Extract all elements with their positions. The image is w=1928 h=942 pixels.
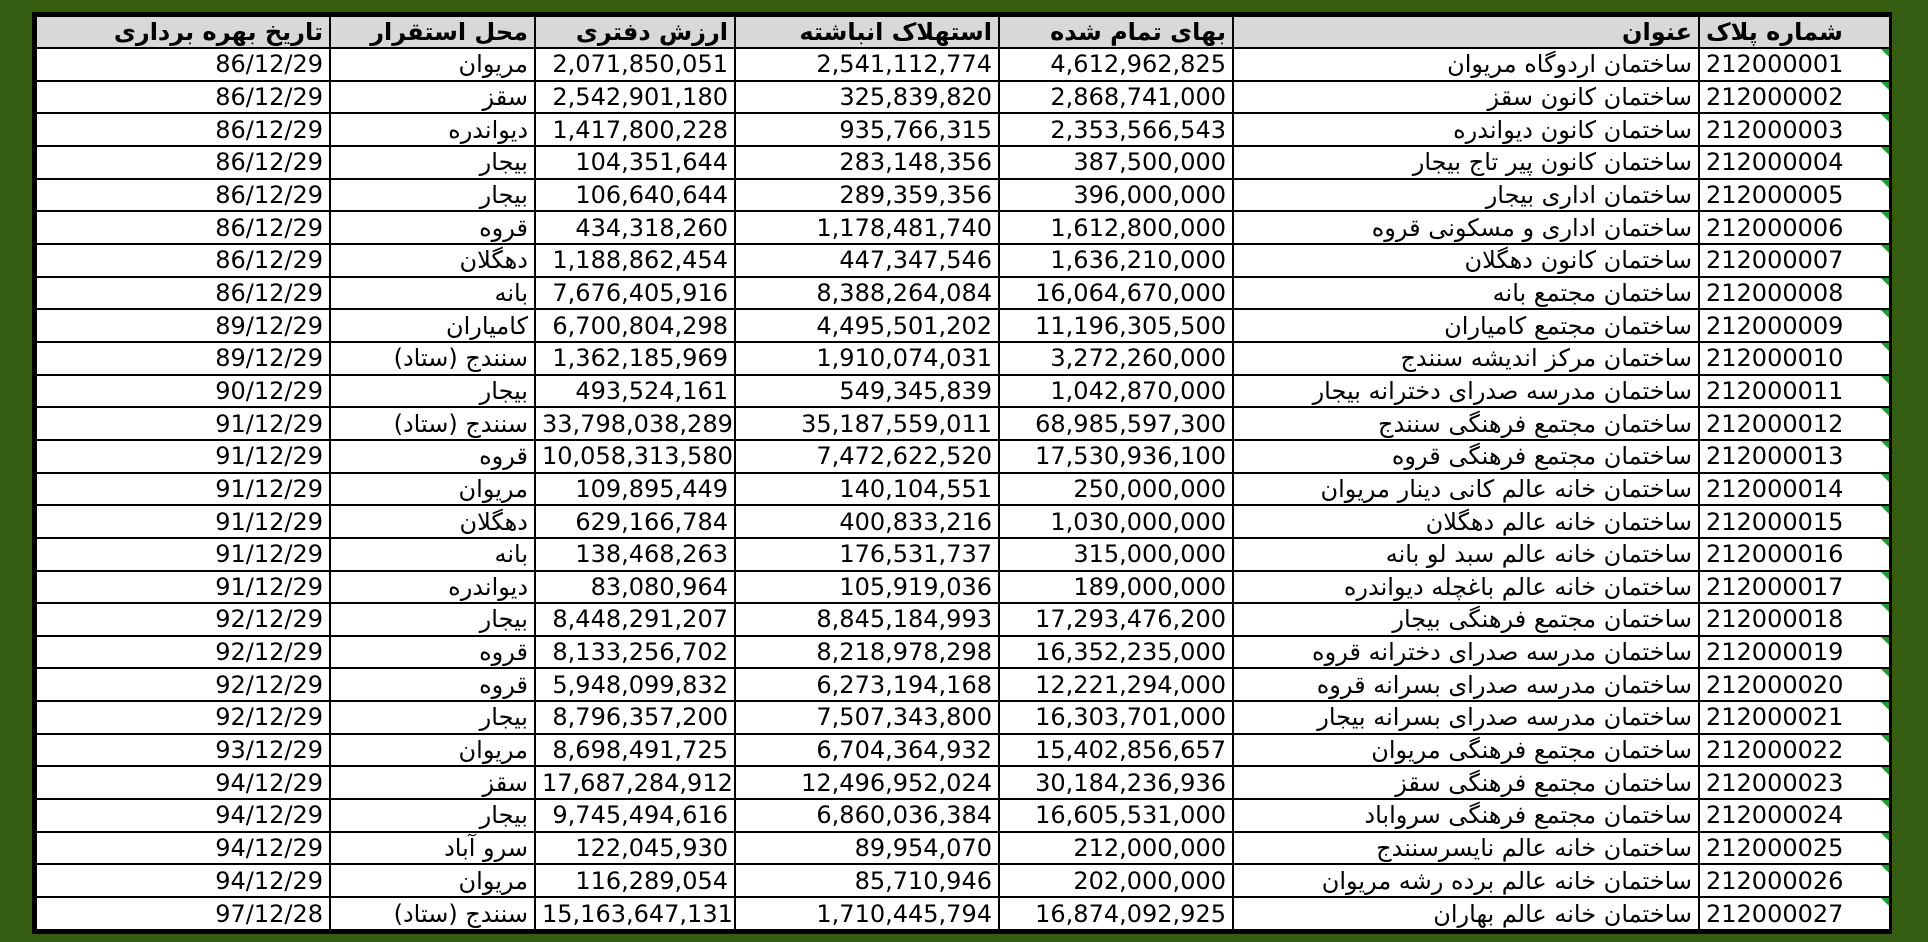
cell-date[interactable]: 89/12/29 <box>36 342 330 375</box>
cell-title[interactable]: ساختمان اداری و مسکونی قروه <box>1233 211 1699 244</box>
cell-book-value[interactable]: 7,676,405,916 <box>535 277 735 310</box>
table-row <box>36 146 1890 179</box>
header-row <box>36 16 1890 48</box>
header-depreciation[interactable]: استهلاک انباشته <box>735 16 999 48</box>
cell-plate-text: 212000014 <box>1706 474 1844 503</box>
cell-date[interactable]: 90/12/29 <box>36 375 330 408</box>
cell-location[interactable]: بیجار <box>330 146 535 179</box>
cell-cost[interactable]: 396,000,000 <box>999 179 1233 212</box>
cell-plate[interactable] <box>1699 309 1890 342</box>
cell-cost[interactable]: 30,184,236,936 <box>999 766 1233 799</box>
cell-cost[interactable]: 12,221,294,000 <box>999 668 1233 701</box>
cell-cost[interactable]: 1,612,800,000 <box>999 211 1233 244</box>
cell-location[interactable]: بیجار <box>330 375 535 408</box>
cell-title[interactable]: ساختمان خانه عالم نایسرسنندج <box>1233 832 1699 865</box>
cell-plate[interactable] <box>1699 473 1890 506</box>
cell-cost[interactable]: 4,612,962,825 <box>999 48 1233 81</box>
cell-cost[interactable]: 2,868,741,000 <box>999 81 1233 114</box>
cell-book-value[interactable]: 8,796,357,200 <box>535 701 735 734</box>
cell-plate[interactable] <box>1699 734 1890 767</box>
cell-book-value[interactable]: 15,163,647,131 <box>535 897 735 930</box>
cell-title[interactable]: ساختمان مدرسه صدرای دخترانه قروه <box>1233 636 1699 669</box>
cell-note-marker-icon <box>1881 343 1889 351</box>
cell-note-marker-icon <box>1881 441 1889 449</box>
cell-book-value[interactable]: 104,351,644 <box>535 146 735 179</box>
cell-location[interactable]: دیواندره <box>330 571 535 604</box>
cell-date[interactable]: 94/12/29 <box>36 864 330 897</box>
cell-plate-text: 212000020 <box>1706 670 1844 699</box>
cell-date[interactable]: 94/12/29 <box>36 766 330 799</box>
cell-title[interactable]: ساختمان خانه عالم باغچله دیواندره <box>1233 571 1699 604</box>
cell-date[interactable]: 86/12/29 <box>36 146 330 179</box>
cell-depreciation[interactable]: 6,860,036,384 <box>735 799 999 832</box>
cell-plate-text: 212000009 <box>1706 311 1844 340</box>
cell-cost[interactable]: 202,000,000 <box>999 864 1233 897</box>
cell-book-value[interactable]: 116,289,054 <box>535 864 735 897</box>
cell-plate-text: 212000017 <box>1706 572 1844 601</box>
cell-plate-text: 212000026 <box>1706 866 1844 895</box>
cell-location[interactable]: قروه <box>330 440 535 473</box>
spreadsheet <box>32 12 1892 934</box>
cell-note-marker-icon <box>1881 604 1889 612</box>
cell-location[interactable]: سنندج (ستاد) <box>330 407 535 440</box>
cell-depreciation[interactable]: 400,833,216 <box>735 505 999 538</box>
cell-date[interactable]: 93/12/29 <box>36 734 330 767</box>
cell-date[interactable]: 86/12/29 <box>36 113 330 146</box>
cell-date[interactable]: 86/12/29 <box>36 81 330 114</box>
cell-title[interactable]: ساختمان مجتمع فرهنگی سقز <box>1233 766 1699 799</box>
cell-location[interactable]: بیجار <box>330 179 535 212</box>
header-date[interactable]: تاریخ بهره برداری <box>36 16 330 48</box>
cell-title[interactable]: ساختمان مجتمع فرهنگی مریوان <box>1233 734 1699 767</box>
table-body <box>36 48 1890 930</box>
cell-title[interactable]: ساختمان خانه عالم سبد لو بانه <box>1233 538 1699 571</box>
cell-note-marker-icon <box>1881 114 1889 122</box>
cell-note-marker-icon <box>1881 735 1889 743</box>
cell-book-value[interactable]: 109,895,449 <box>535 473 735 506</box>
cell-plate-text: 212000002 <box>1706 82 1844 111</box>
table-row <box>36 832 1890 865</box>
cell-date[interactable]: 91/12/29 <box>36 505 330 538</box>
cell-book-value[interactable]: 8,448,291,207 <box>535 603 735 636</box>
cell-book-value[interactable]: 629,166,784 <box>535 505 735 538</box>
cell-location[interactable]: سنندج (ستاد) <box>330 897 535 930</box>
cell-plate-text: 212000021 <box>1706 703 1844 732</box>
cell-plate-text: 212000016 <box>1706 540 1844 569</box>
cell-title[interactable]: ساختمان مدرسه صدرای دخترانه بیجار <box>1233 375 1699 408</box>
cell-note-marker-icon <box>1881 669 1889 677</box>
cell-cost[interactable]: 16,605,531,000 <box>999 799 1233 832</box>
cell-depreciation[interactable]: 1,710,445,794 <box>735 897 999 930</box>
cell-plate[interactable] <box>1699 146 1890 179</box>
cell-title[interactable]: ساختمان خانه عالم کانی دینار مریوان <box>1233 473 1699 506</box>
cell-plate-text: 212000027 <box>1706 899 1844 928</box>
cell-depreciation[interactable]: 140,104,551 <box>735 473 999 506</box>
cell-cost[interactable]: 16,352,235,000 <box>999 636 1233 669</box>
cell-location[interactable]: مریوان <box>330 864 535 897</box>
cell-plate[interactable] <box>1699 48 1890 81</box>
cell-book-value[interactable]: 2,071,850,051 <box>535 48 735 81</box>
cell-location[interactable]: بیجار <box>330 799 535 832</box>
cell-note-marker-icon <box>1881 506 1889 514</box>
table-row <box>36 81 1890 114</box>
table-row <box>36 211 1890 244</box>
cell-plate[interactable] <box>1699 407 1890 440</box>
cell-title[interactable]: ساختمان اردوگاه مریوان <box>1233 48 1699 81</box>
cell-depreciation[interactable]: 1,178,481,740 <box>735 211 999 244</box>
table-row <box>36 113 1890 146</box>
cell-depreciation[interactable]: 6,704,364,932 <box>735 734 999 767</box>
cell-location[interactable]: مریوان <box>330 48 535 81</box>
table-row <box>36 342 1890 375</box>
cell-plate[interactable] <box>1699 897 1890 930</box>
cell-cost[interactable]: 212,000,000 <box>999 832 1233 865</box>
cell-location[interactable]: مریوان <box>330 734 535 767</box>
cell-book-value[interactable]: 17,687,284,912 <box>535 766 735 799</box>
cell-note-marker-icon <box>1881 833 1889 841</box>
cell-plate[interactable] <box>1699 571 1890 604</box>
cell-note-marker-icon <box>1881 147 1889 155</box>
cell-location[interactable]: بیجار <box>330 603 535 636</box>
cell-plate[interactable] <box>1699 864 1890 897</box>
cell-location[interactable]: مریوان <box>330 473 535 506</box>
cell-note-marker-icon <box>1881 474 1889 482</box>
cell-depreciation[interactable]: 4,495,501,202 <box>735 309 999 342</box>
cell-plate[interactable] <box>1699 113 1890 146</box>
cell-plate[interactable] <box>1699 277 1890 310</box>
cell-book-value[interactable]: 2,542,901,180 <box>535 81 735 114</box>
cell-title[interactable]: ساختمان اداری بیجار <box>1233 179 1699 212</box>
cell-plate[interactable] <box>1699 81 1890 114</box>
cell-book-value[interactable]: 9,745,494,616 <box>535 799 735 832</box>
cell-book-value[interactable]: 1,362,185,969 <box>535 342 735 375</box>
cell-plate[interactable] <box>1699 832 1890 865</box>
cell-note-marker-icon <box>1881 408 1889 416</box>
cell-location[interactable]: سقز <box>330 766 535 799</box>
cell-cost[interactable]: 16,874,092,925 <box>999 897 1233 930</box>
cell-location[interactable]: قروه <box>330 636 535 669</box>
table-row <box>36 473 1890 506</box>
cell-title[interactable]: ساختمان کانون پیر تاج بیجار <box>1233 146 1699 179</box>
cell-plate-text: 212000001 <box>1706 50 1844 79</box>
header-book-value[interactable]: ارزش دفتری <box>535 16 735 48</box>
cell-depreciation[interactable]: 935,766,315 <box>735 113 999 146</box>
cell-note-marker-icon <box>1881 898 1889 906</box>
cell-note-marker-icon <box>1881 212 1889 220</box>
cell-date[interactable]: 91/12/29 <box>36 571 330 604</box>
cell-plate-text: 212000023 <box>1706 768 1844 797</box>
cell-book-value[interactable]: 8,698,491,725 <box>535 734 735 767</box>
cell-depreciation[interactable]: 176,531,737 <box>735 538 999 571</box>
cell-cost[interactable]: 387,500,000 <box>999 146 1233 179</box>
cell-cost[interactable]: 1,636,210,000 <box>999 244 1233 277</box>
cell-book-value[interactable]: 33,798,038,289 <box>535 407 735 440</box>
cell-plate-text: 212000004 <box>1706 148 1844 177</box>
cell-date[interactable]: 86/12/29 <box>36 48 330 81</box>
cell-cost[interactable]: 2,353,566,543 <box>999 113 1233 146</box>
table-row <box>36 407 1890 440</box>
cell-plate-text: 212000018 <box>1706 605 1844 634</box>
cell-note-marker-icon <box>1881 376 1889 384</box>
cell-cost[interactable]: 15,402,856,657 <box>999 734 1233 767</box>
cell-date[interactable]: 86/12/29 <box>36 179 330 212</box>
cell-plate-text: 212000005 <box>1706 180 1844 209</box>
table-row <box>36 505 1890 538</box>
cell-title[interactable]: ساختمان مدرسه صدرای بسرانه قروه <box>1233 668 1699 701</box>
cell-depreciation[interactable]: 8,218,978,298 <box>735 636 999 669</box>
asset-table <box>35 15 1891 931</box>
header-cost[interactable]: بهای تمام شده <box>999 16 1233 48</box>
cell-date[interactable]: 91/12/29 <box>36 473 330 506</box>
cell-title[interactable]: ساختمان خانه عالم بهاران <box>1233 897 1699 930</box>
cell-note-marker-icon <box>1881 180 1889 188</box>
cell-note-marker-icon <box>1881 572 1889 580</box>
cell-depreciation[interactable]: 85,710,946 <box>735 864 999 897</box>
cell-plate[interactable] <box>1699 668 1890 701</box>
cell-title[interactable]: ساختمان مجتمع فرهنگی سنندج <box>1233 407 1699 440</box>
cell-plate-text: 212000003 <box>1706 115 1844 144</box>
cell-note-marker-icon <box>1881 49 1889 57</box>
cell-note-marker-icon <box>1881 82 1889 90</box>
table-row <box>36 864 1890 897</box>
cell-cost[interactable]: 17,293,476,200 <box>999 603 1233 636</box>
header-title[interactable]: عنوان <box>1233 16 1699 48</box>
cell-depreciation[interactable]: 1,910,074,031 <box>735 342 999 375</box>
cell-plate[interactable] <box>1699 766 1890 799</box>
cell-note-marker-icon <box>1881 702 1889 710</box>
table-row <box>36 734 1890 767</box>
cell-depreciation[interactable]: 549,345,839 <box>735 375 999 408</box>
table-row <box>36 668 1890 701</box>
cell-date[interactable]: 94/12/29 <box>36 832 330 865</box>
cell-cost[interactable]: 16,064,670,000 <box>999 277 1233 310</box>
cell-date[interactable]: 86/12/29 <box>36 211 330 244</box>
cell-note-marker-icon <box>1881 767 1889 775</box>
cell-depreciation[interactable]: 289,359,356 <box>735 179 999 212</box>
cell-title[interactable]: ساختمان مدرسه صدرای بسرانه بیجار <box>1233 701 1699 734</box>
cell-title[interactable]: ساختمان کانون دهگلان <box>1233 244 1699 277</box>
cell-depreciation[interactable]: 8,388,264,084 <box>735 277 999 310</box>
cell-title[interactable]: ساختمان خانه عالم برده رشه مریوان <box>1233 864 1699 897</box>
cell-cost[interactable]: 1,030,000,000 <box>999 505 1233 538</box>
cell-note-marker-icon <box>1881 637 1889 645</box>
cell-date[interactable]: 97/12/28 <box>36 897 330 930</box>
table-row <box>36 571 1890 604</box>
cell-date[interactable]: 94/12/29 <box>36 799 330 832</box>
cell-plate-text: 212000006 <box>1706 213 1844 242</box>
cell-cost[interactable]: 17,530,936,100 <box>999 440 1233 473</box>
cell-location[interactable]: دهگلان <box>330 505 535 538</box>
cell-date[interactable]: 92/12/29 <box>36 636 330 669</box>
cell-book-value[interactable]: 10,058,313,580 <box>535 440 735 473</box>
cell-date[interactable]: 91/12/29 <box>36 440 330 473</box>
cell-plate-text: 212000013 <box>1706 442 1844 471</box>
cell-date[interactable]: 92/12/29 <box>36 603 330 636</box>
table-row <box>36 766 1890 799</box>
cell-note-marker-icon <box>1881 310 1889 318</box>
cell-note-marker-icon <box>1881 278 1889 286</box>
table-row <box>36 603 1890 636</box>
header-plate[interactable]: شماره پلاک <box>1699 16 1890 48</box>
cell-plate-text: 212000008 <box>1706 278 1844 307</box>
cell-date[interactable]: 89/12/29 <box>36 309 330 342</box>
table-row <box>36 538 1890 571</box>
cell-date[interactable]: 86/12/29 <box>36 277 330 310</box>
table-row <box>36 244 1890 277</box>
cell-location[interactable]: کامیاران <box>330 309 535 342</box>
cell-plate[interactable] <box>1699 440 1890 473</box>
cell-depreciation[interactable]: 6,273,194,168 <box>735 668 999 701</box>
cell-cost[interactable]: 250,000,000 <box>999 473 1233 506</box>
cell-depreciation[interactable]: 35,187,559,011 <box>735 407 999 440</box>
cell-depreciation[interactable]: 7,472,622,520 <box>735 440 999 473</box>
cell-plate[interactable] <box>1699 701 1890 734</box>
cell-title[interactable]: ساختمان مرکز اندیشه سنندج <box>1233 342 1699 375</box>
cell-plate-text: 212000019 <box>1706 638 1844 667</box>
cell-book-value[interactable]: 83,080,964 <box>535 571 735 604</box>
cell-plate[interactable] <box>1699 342 1890 375</box>
cell-plate[interactable] <box>1699 799 1890 832</box>
cell-location[interactable]: بانه <box>330 277 535 310</box>
table-row <box>36 48 1890 81</box>
cell-title[interactable]: ساختمان مجتمع بانه <box>1233 277 1699 310</box>
cell-plate-text: 212000024 <box>1706 801 1844 830</box>
cell-location[interactable]: دهگلان <box>330 244 535 277</box>
cell-location[interactable]: قروه <box>330 211 535 244</box>
cell-cost[interactable]: 68,985,597,300 <box>999 407 1233 440</box>
cell-book-value[interactable]: 6,700,804,298 <box>535 309 735 342</box>
cell-plate[interactable] <box>1699 211 1890 244</box>
table-row <box>36 440 1890 473</box>
cell-location[interactable]: بانه <box>330 538 535 571</box>
table-row <box>36 179 1890 212</box>
cell-cost[interactable]: 189,000,000 <box>999 571 1233 604</box>
cell-book-value[interactable]: 106,640,644 <box>535 179 735 212</box>
header-location[interactable]: محل استقرار <box>330 16 535 48</box>
cell-title[interactable]: ساختمان مجتمع فرهنگی سرواباد <box>1233 799 1699 832</box>
cell-date[interactable]: 92/12/29 <box>36 668 330 701</box>
cell-cost[interactable]: 16,303,701,000 <box>999 701 1233 734</box>
cell-depreciation[interactable]: 12,496,952,024 <box>735 766 999 799</box>
cell-cost[interactable]: 3,272,260,000 <box>999 342 1233 375</box>
cell-plate-text: 212000025 <box>1706 834 1844 863</box>
cell-location[interactable]: قروه <box>330 668 535 701</box>
cell-plate[interactable] <box>1699 538 1890 571</box>
cell-book-value[interactable]: 493,524,161 <box>535 375 735 408</box>
cell-location[interactable]: بیجار <box>330 701 535 734</box>
cell-book-value[interactable]: 1,188,862,454 <box>535 244 735 277</box>
cell-title[interactable]: ساختمان مجتمع کامیاران <box>1233 309 1699 342</box>
cell-plate[interactable] <box>1699 244 1890 277</box>
cell-location[interactable]: سقز <box>330 81 535 114</box>
table-row <box>36 636 1890 669</box>
cell-depreciation[interactable]: 8,845,184,993 <box>735 603 999 636</box>
cell-book-value[interactable]: 122,045,930 <box>535 832 735 865</box>
cell-date[interactable]: 86/12/29 <box>36 244 330 277</box>
cell-depreciation[interactable]: 283,148,356 <box>735 146 999 179</box>
cell-plate-text: 212000015 <box>1706 507 1844 536</box>
cell-title[interactable]: ساختمان مجتمع فرهنگی بیجار <box>1233 603 1699 636</box>
cell-plate-text: 212000010 <box>1706 344 1844 373</box>
cell-location[interactable]: سرو آباد <box>330 832 535 865</box>
cell-plate[interactable] <box>1699 636 1890 669</box>
cell-plate-text: 212000012 <box>1706 409 1844 438</box>
cell-book-value[interactable]: 138,468,263 <box>535 538 735 571</box>
cell-title[interactable]: ساختمان خانه عالم دهگلان <box>1233 505 1699 538</box>
table-row <box>36 701 1890 734</box>
table-row <box>36 375 1890 408</box>
cell-depreciation[interactable]: 2,541,112,774 <box>735 48 999 81</box>
cell-date[interactable]: 92/12/29 <box>36 701 330 734</box>
cell-cost[interactable]: 11,196,305,500 <box>999 309 1233 342</box>
cell-title[interactable]: ساختمان کانون دیواندره <box>1233 113 1699 146</box>
cell-note-marker-icon <box>1881 539 1889 547</box>
cell-title[interactable]: ساختمان مجتمع فرهنگی قروه <box>1233 440 1699 473</box>
cell-location[interactable]: سنندج (ستاد) <box>330 342 535 375</box>
cell-depreciation[interactable]: 89,954,070 <box>735 832 999 865</box>
cell-cost[interactable]: 315,000,000 <box>999 538 1233 571</box>
cell-cost[interactable]: 1,042,870,000 <box>999 375 1233 408</box>
cell-depreciation[interactable]: 447,347,546 <box>735 244 999 277</box>
cell-depreciation[interactable]: 105,919,036 <box>735 571 999 604</box>
cell-depreciation[interactable]: 325,839,820 <box>735 81 999 114</box>
cell-location[interactable]: دیواندره <box>330 113 535 146</box>
table-row <box>36 309 1890 342</box>
cell-plate-text: 212000007 <box>1706 246 1844 275</box>
cell-note-marker-icon <box>1881 865 1889 873</box>
cell-plate[interactable] <box>1699 375 1890 408</box>
cell-plate-text: 212000022 <box>1706 736 1844 765</box>
cell-plate-text: 212000011 <box>1706 376 1844 405</box>
cell-book-value[interactable]: 8,133,256,702 <box>535 636 735 669</box>
table-row <box>36 799 1890 832</box>
cell-book-value[interactable]: 434,318,260 <box>535 211 735 244</box>
cell-book-value[interactable]: 5,948,099,832 <box>535 668 735 701</box>
cell-depreciation[interactable]: 7,507,343,800 <box>735 701 999 734</box>
cell-title[interactable]: ساختمان کانون سقز <box>1233 81 1699 114</box>
cell-date[interactable]: 91/12/29 <box>36 538 330 571</box>
cell-note-marker-icon <box>1881 245 1889 253</box>
table-row <box>36 897 1890 930</box>
cell-book-value[interactable]: 1,417,800,228 <box>535 113 735 146</box>
table-row <box>36 277 1890 310</box>
cell-plate[interactable] <box>1699 603 1890 636</box>
cell-date[interactable]: 91/12/29 <box>36 407 330 440</box>
cell-plate[interactable] <box>1699 505 1890 538</box>
cell-plate[interactable] <box>1699 179 1890 212</box>
cell-note-marker-icon <box>1881 800 1889 808</box>
